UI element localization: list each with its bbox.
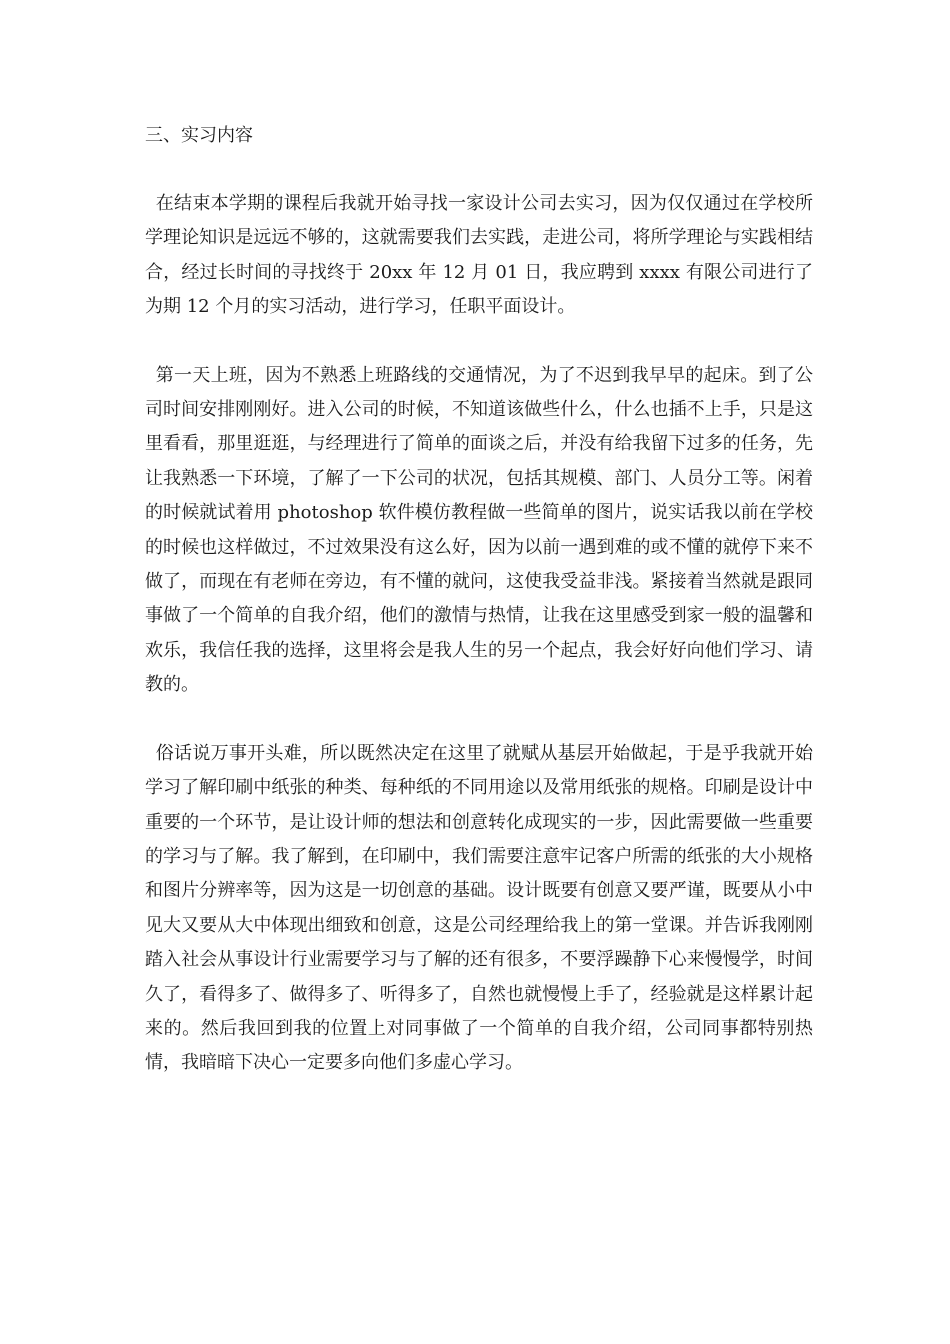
paragraph-printing-learning: 俗话说万事开头难，所以既然决定在这里了就赋从基层开始做起，于是乎我就开始学习了解印刷中纸张的种类、每种纸的不同用途以及常用纸张的规格。印刷是设计中重要的一个环节，是让设计师的想法和创意转化成现实的一步，因此需要做一些重要的学习与了解。我了解到，在印刷中，我们需要注意牢记客户所需的纸张的大小规格和图片分辨率等，因为这是一切创意的基础。设计既要有创意又要严谨，既要从小中见大又要从大中体现出细致和创意，这是公司经理给我上的第一堂课。并告诉我刚刚踏入社会从事设计行业需要学习与了解的还有很多，不要浮躁静下心来慢慢学，时间久了，看得多了、做得多了、听得多了，自然也就慢慢上手了，经验就是这样累计起来的。然后我回到我的位置上对同事做了一个简单的自我介绍，公司同事都特别热情，我暗暗下决心一定要多向他们多虚心学习。 (145, 742, 813, 1074)
document-body (145, 119, 813, 1081)
paragraph-internship-search: 在结束本学期的课程后我就开始寻找一家设计公司去实习，因为仅仅通过在学校所学理论知识是远远不够的，这就需要我们去实践，走进公司，将所学理论与实践相结合，经过长时间的寻找终于 20xx 年 12 月 01 日，我应聘到 xxxx 有限公司进行了为期 12 个月的实习活动，进行学习，任职平面设计。 (145, 193, 813, 318)
paragraph-first-day: 第一天上班，因为不熟悉上班路线的交通情况，为了不迟到我早早的起床。到了公司时间安排刚刚好。进入公司的时候，不知道该做些什么，什么也插不上手，只是这里看看，那里逛逛，与经理进行了简单的面谈之后，并没有给我留下过多的任务，先让我熟悉一下环境，了解了一下公司的状况，包括其规模、部门、人员分工等。闲着的时候就试着用 photoshop 软件模仿教程做一些简单的图片，说实话我以前在学校的时候也这样做过，不过效果没有这么好，因为以前一遇到难的或不懂的就停下来不做了，而现在有老师在旁边，有不懂的就问，这使我受益非浅。紧接着当然就是跟同事做了一个简单的自我介绍，他们的激情与热情，让我在这里感受到家一般的温馨和欢乐，我信任我的选择，这里将会是我人生的另一个起点，我会好好向他们学习、请教的。 (145, 364, 813, 696)
section-heading: 三、实习内容 (145, 125, 253, 146)
